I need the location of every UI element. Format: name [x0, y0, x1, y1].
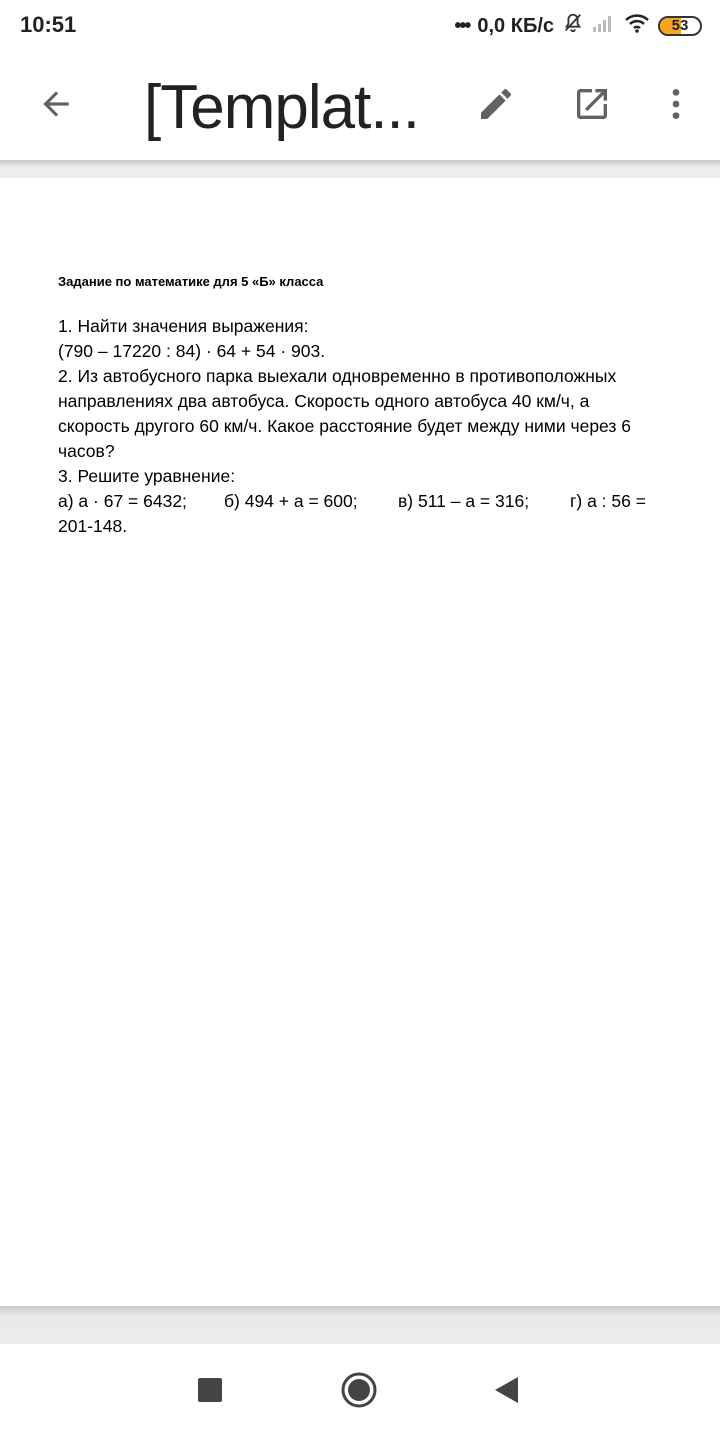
status-icons	[454, 12, 702, 40]
document-line: 2. Из автобусного парка выехали одновременно в противоположных	[58, 366, 617, 386]
equation-c: в) 511 – а = 316;	[398, 491, 530, 511]
circle-home-icon	[340, 1371, 378, 1414]
document-line: 3. Решите уравнение:	[58, 466, 236, 486]
bell-muted-icon	[562, 12, 584, 40]
status-time: 10:51	[20, 12, 77, 37]
equations-row	[58, 489, 668, 514]
square-icon	[197, 1377, 223, 1408]
page-bottom-edge	[0, 1306, 720, 1344]
recents-button[interactable]	[182, 1364, 238, 1420]
document-body	[58, 314, 668, 539]
document-line: (790 – 17220 : 84) · 64 + 54 · 903.	[58, 341, 326, 361]
dots-icon: •••	[454, 14, 470, 37]
back-button[interactable]	[28, 78, 84, 134]
back-arrow-icon	[37, 85, 75, 128]
battery-level: 53	[671, 17, 689, 34]
more-options-button[interactable]	[648, 78, 704, 134]
document-line: часов?	[58, 441, 115, 461]
equation-a: а) а · 67 = 6432;	[58, 491, 187, 511]
triangle-back-icon	[492, 1375, 520, 1410]
wifi-icon	[624, 13, 650, 39]
more-vert-icon	[656, 84, 696, 129]
signal-icon	[592, 13, 616, 39]
document-line: 201-148.	[58, 516, 128, 536]
home-button[interactable]	[331, 1364, 387, 1420]
app-bar-shadow	[0, 160, 720, 178]
network-speed: 0,0 КБ/с	[477, 14, 554, 37]
equation-d: г) а : 56 =	[570, 491, 646, 511]
edit-button[interactable]	[468, 78, 524, 134]
document-line: направлениях два автобуса. Скорость одного автобуса 40 км/ч, а	[58, 391, 590, 411]
pencil-icon	[476, 84, 516, 129]
system-back-button[interactable]	[478, 1364, 534, 1420]
document-heading: Задание по математике для 5 «Б» класса	[58, 274, 324, 289]
status-bar	[0, 0, 720, 54]
open-in-new-icon	[572, 84, 612, 129]
document-line: 1. Найти значения выражения:	[58, 316, 309, 336]
equation-b: б) 494 + а = 600;	[224, 491, 358, 511]
battery-icon	[658, 16, 702, 36]
open-external-button[interactable]	[564, 78, 620, 134]
navigation-bar	[0, 1344, 720, 1440]
document-line: скорость другого 60 км/ч. Какое расстояние будет между ними через 6	[58, 416, 632, 436]
document-title: [Templat...	[144, 73, 419, 142]
document-page[interactable]	[0, 178, 720, 1306]
